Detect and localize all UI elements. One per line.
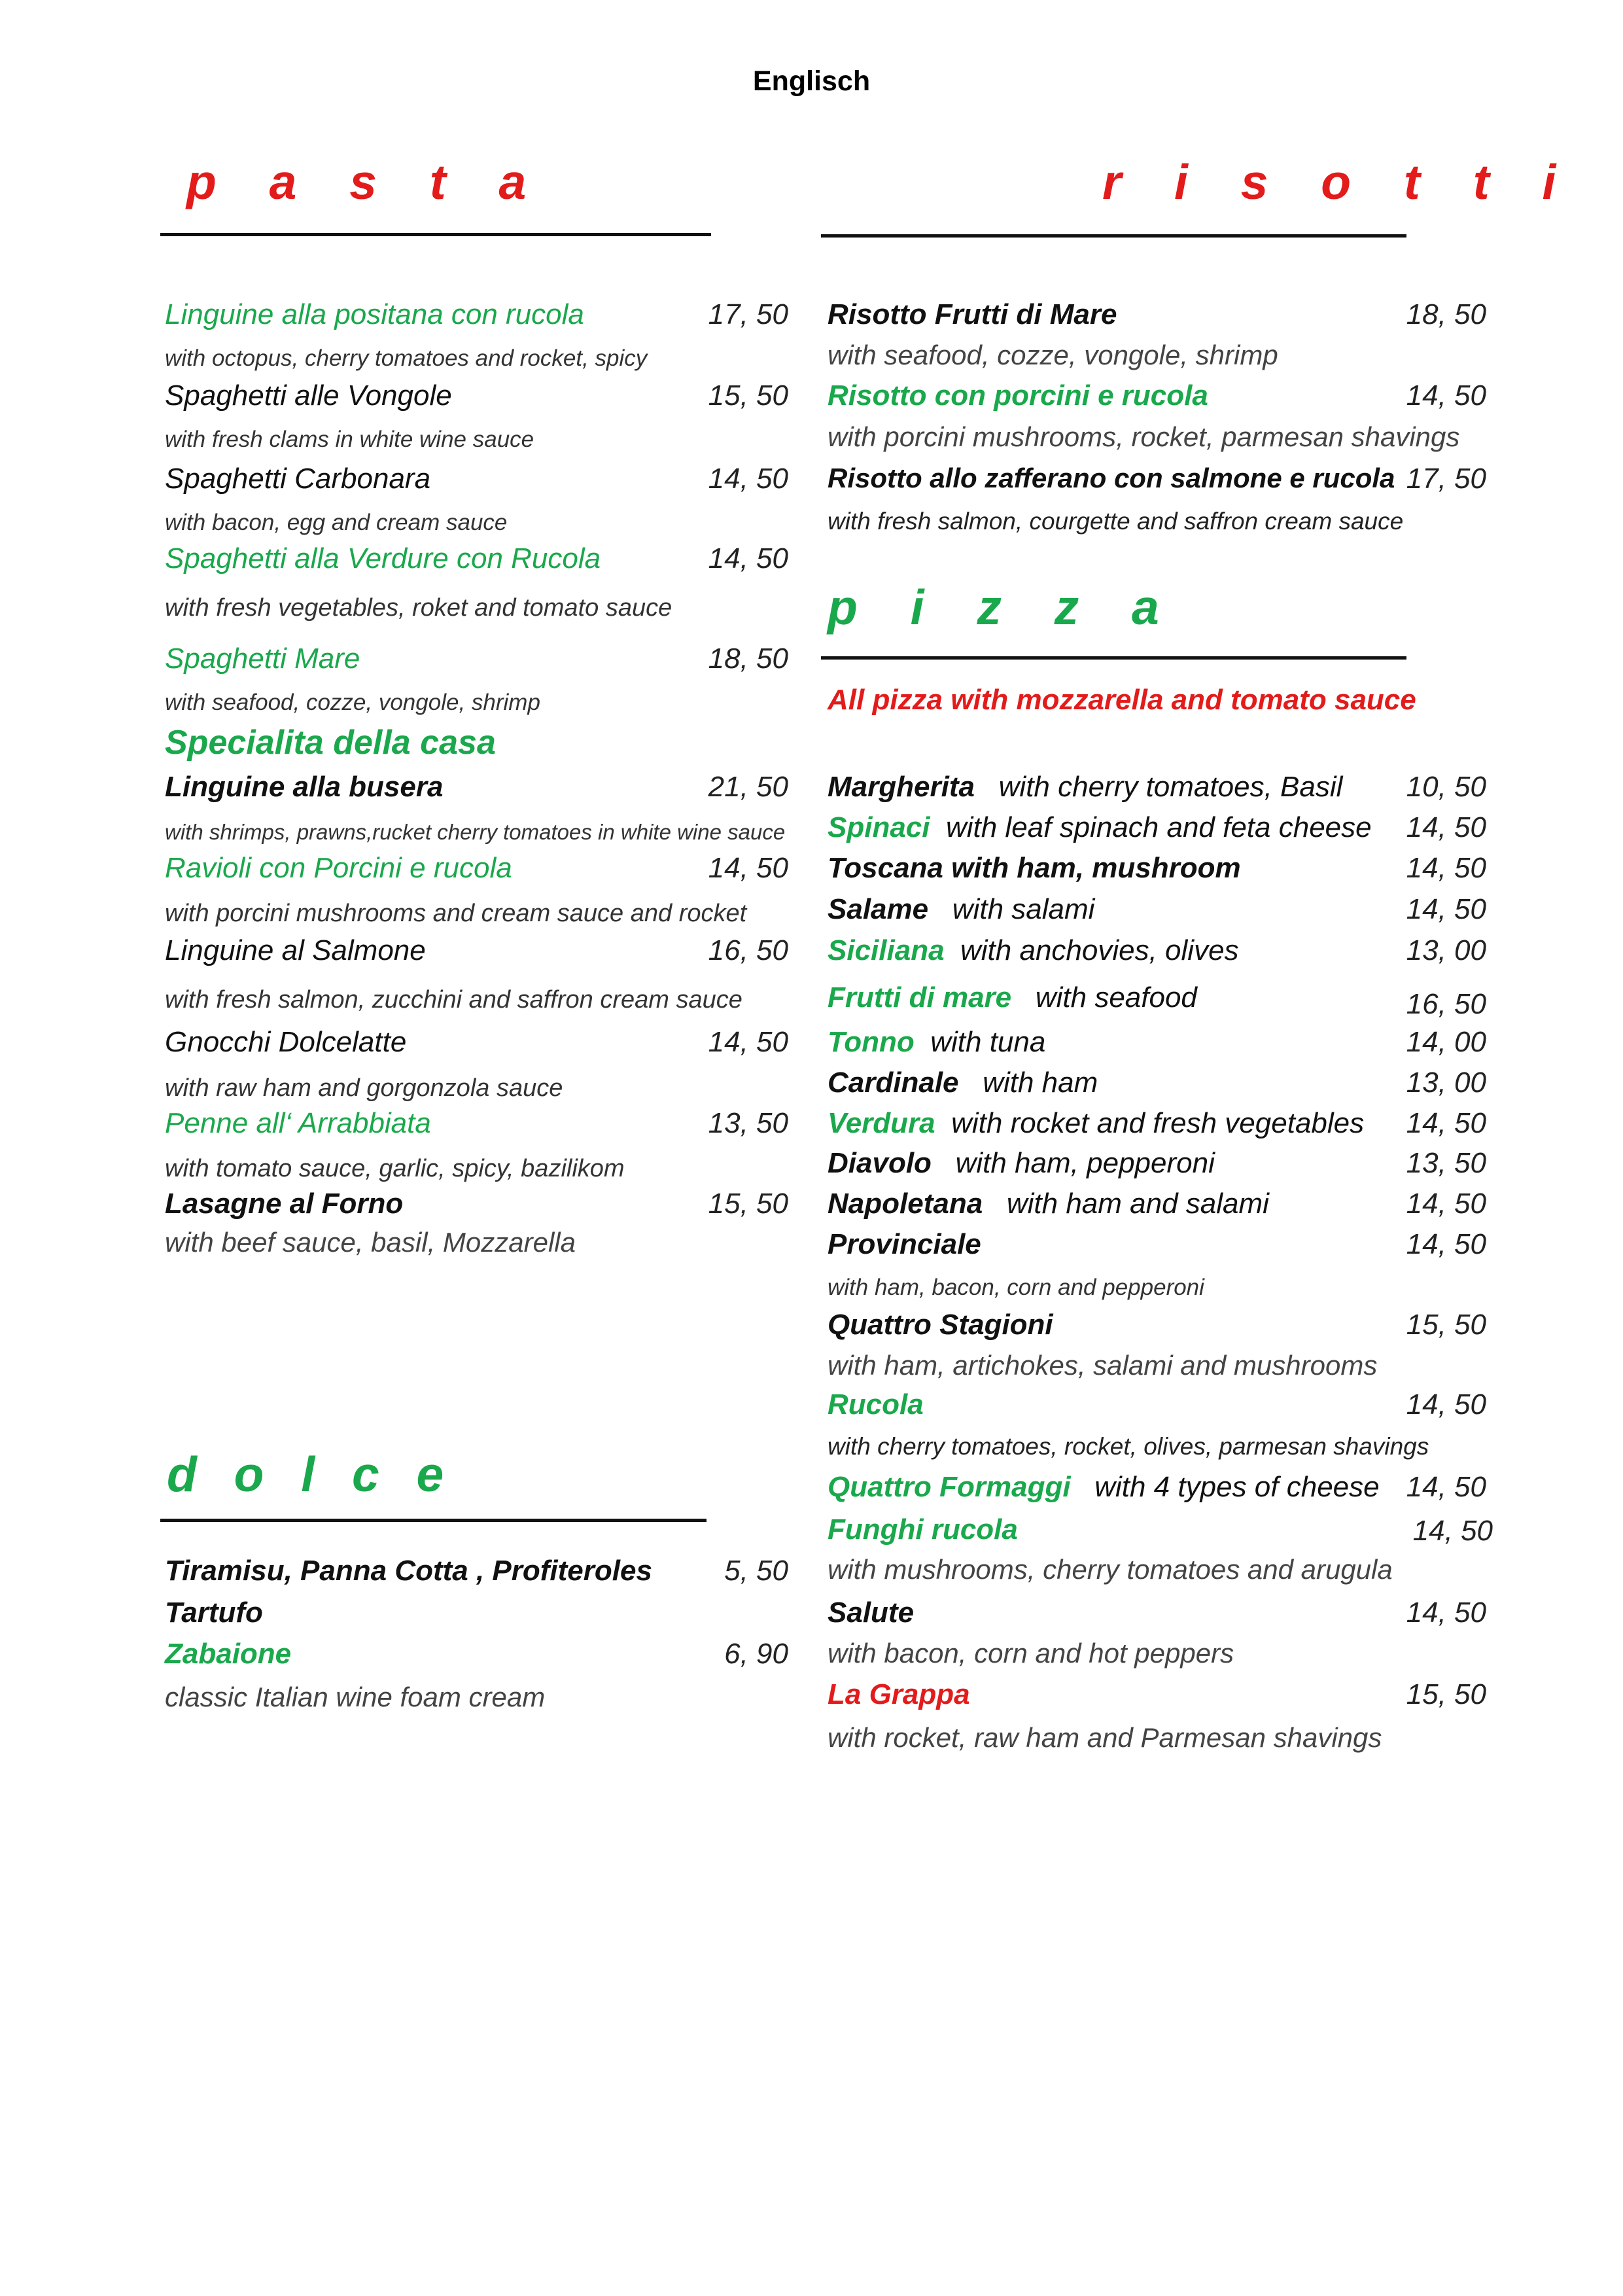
menu-item-desc: with ham, artichokes, salami and mushrooms xyxy=(828,1350,1378,1381)
specialita-heading: Specialita della casa xyxy=(165,724,496,762)
pizza-desc: with ham xyxy=(983,1067,1098,1099)
menu-item-name: Linguine alla positana con rucola xyxy=(165,298,584,330)
menu-item-name: Spaghetti alla Verdure con Rucola xyxy=(165,542,601,574)
menu-item-desc: with fresh clams in white wine sauce xyxy=(165,427,534,452)
menu-item-price: 21, 50 xyxy=(708,771,788,803)
menu-item-price: 16, 50 xyxy=(1406,988,1486,1020)
menu-item-name: Penne all‘ Arrabbiata xyxy=(165,1107,431,1139)
pizza-name: Verdura xyxy=(828,1107,935,1139)
menu-item-name: Linguine alla busera xyxy=(165,771,444,803)
menu-item-price: 14, 50 xyxy=(1406,893,1486,925)
menu-item-price: 14, 50 xyxy=(1406,1471,1486,1503)
pizza-item xyxy=(828,934,1239,967)
risotti-divider xyxy=(821,234,1406,238)
menu-item-price: 13, 50 xyxy=(708,1107,788,1139)
pizza-item xyxy=(828,771,1342,804)
pizza-name: Napoletana xyxy=(828,1188,983,1220)
pizza-desc: with leaf spinach and feta cheese xyxy=(945,811,1372,843)
pizza-name: Siciliana xyxy=(828,934,945,966)
menu-item-price: 13, 50 xyxy=(1406,1147,1486,1179)
pizza-name: Frutti di mare xyxy=(828,981,1012,1014)
menu-item-price: 14, 50 xyxy=(1406,1107,1486,1139)
pizza-item xyxy=(828,1147,1215,1180)
menu-item-price: 15, 50 xyxy=(1406,1309,1486,1341)
pizza-name: Spinaci xyxy=(828,811,930,843)
pizza-name: Tonno xyxy=(828,1026,915,1058)
menu-item-name: Risotto Frutti di Mare xyxy=(828,298,1117,330)
menu-item-name: Spaghetti Mare xyxy=(165,643,360,675)
pizza-desc: with seafood xyxy=(1035,981,1197,1014)
menu-item-price: 14, 50 xyxy=(1406,1388,1486,1421)
pizza-desc: with salami xyxy=(952,893,1095,925)
pizza-desc: with rocket and fresh vegetables xyxy=(951,1107,1365,1139)
menu-item-name: Linguine al Salmone xyxy=(165,934,426,966)
menu-item-name: Spaghetti alle Vongole xyxy=(165,380,452,412)
menu-item-price: 14, 50 xyxy=(1406,1228,1486,1260)
menu-item-price: 18, 50 xyxy=(708,643,788,675)
menu-item-name: Lasagne al Forno xyxy=(165,1188,404,1220)
pizza-desc: with ham, pepperoni xyxy=(955,1147,1215,1179)
menu-item-price: 13, 00 xyxy=(1406,1067,1486,1099)
menu-item-price: 16, 50 xyxy=(708,934,788,966)
menu-item-price: 14, 50 xyxy=(1406,1188,1486,1220)
menu-item-desc: with rocket, raw ham and Parmesan shavings xyxy=(828,1722,1382,1753)
pasta-divider xyxy=(160,233,711,236)
menu-item-desc: with bacon, corn and hot peppers xyxy=(828,1638,1234,1669)
page-title: Englisch xyxy=(752,65,871,97)
pizza-name: Provinciale xyxy=(828,1228,981,1260)
risotti-title: r i s o t t i xyxy=(1102,154,1576,209)
menu-item-price: 15, 50 xyxy=(708,1188,788,1220)
pizza-item xyxy=(828,981,1197,1014)
pizza-note: All pizza with mozzarella and tomato sauce xyxy=(828,684,1416,716)
dolce-divider xyxy=(160,1519,707,1522)
menu-item-price: 14, 50 xyxy=(1406,852,1486,884)
menu-item-price: 6, 90 xyxy=(724,1638,788,1670)
menu-item-desc: with beef sauce, basil, Mozzarella xyxy=(165,1227,576,1258)
pizza-item xyxy=(828,893,1094,926)
pizza-item xyxy=(828,1026,1045,1059)
menu-item-price: 14, 50 xyxy=(708,463,788,495)
menu-item-name: Ravioli con Porcini e rucola xyxy=(165,852,512,884)
menu-item-name: Spaghetti Carbonara xyxy=(165,463,431,495)
menu-item-price: 14, 50 xyxy=(1412,1515,1493,1547)
pizza-name: La Grappa xyxy=(828,1678,970,1710)
menu-item-name: Risotto allo zafferano con salmone e rucola xyxy=(828,463,1395,493)
menu-item-price: 13, 00 xyxy=(1406,934,1486,966)
menu-item-price: 15, 50 xyxy=(708,380,788,412)
menu-item-desc: with raw ham and gorgonzola sauce xyxy=(165,1074,563,1102)
menu-item-desc: with seafood, cozze, vongole, shrimp xyxy=(828,340,1278,370)
pizza-desc: with tuna xyxy=(930,1026,1046,1058)
pizza-item xyxy=(828,811,1372,844)
pasta-title: p a s t a xyxy=(186,154,546,209)
pizza-name: Margherita xyxy=(828,771,975,803)
pizza-name: Funghi rucola xyxy=(828,1513,1018,1545)
pizza-name: Diavolo xyxy=(828,1147,932,1179)
menu-item-price: 14, 50 xyxy=(708,542,788,574)
dolce-title: d o l c e xyxy=(167,1447,456,1502)
pizza-divider xyxy=(821,656,1406,660)
menu-item-name: Risotto con porcini e rucola xyxy=(828,380,1208,412)
menu-item-name: Tiramisu, Panna Cotta , Profiteroles xyxy=(165,1555,652,1587)
menu-item-price: 17, 50 xyxy=(1406,463,1486,495)
menu-item-desc: with ham, bacon, corn and pepperoni xyxy=(828,1275,1204,1300)
menu-item-desc: with mushrooms, cherry tomatoes and arugula xyxy=(828,1554,1393,1585)
menu-item-desc: with fresh vegetables, roket and tomato sauce xyxy=(165,594,672,622)
menu-item-desc: with octopus, cherry tomatoes and rocket, spicy xyxy=(165,345,648,371)
menu-item-desc: with fresh salmon, zucchini and saffron cream sauce xyxy=(165,986,742,1014)
menu-item-desc: with porcini mushrooms and cream sauce and rocket xyxy=(165,900,747,927)
pizza-desc: with anchovies, olives xyxy=(960,934,1239,966)
menu-item-desc: with shrimps, prawns,rucket cherry tomatoes in white wine sauce xyxy=(165,820,786,844)
pizza-item xyxy=(828,1188,1269,1220)
menu-item-price: 15, 50 xyxy=(1406,1678,1486,1710)
pizza-desc: with 4 types of cheese xyxy=(1094,1471,1380,1503)
menu-item-price: 17, 50 xyxy=(708,298,788,330)
menu-item-desc: with fresh salmon, courgette and saffron cream sauce xyxy=(828,508,1404,535)
menu-item-price: 14, 50 xyxy=(708,852,788,884)
pizza-name: Salute xyxy=(828,1597,915,1629)
menu-item-name: Zabaione xyxy=(165,1638,292,1670)
pizza-item xyxy=(828,1107,1364,1140)
menu-item-price: 18, 50 xyxy=(1406,298,1486,330)
pizza-name: Cardinale xyxy=(828,1067,959,1099)
menu-item-price: 14, 50 xyxy=(1406,811,1486,843)
pizza-desc: with cherry tomatoes, Basil xyxy=(998,771,1343,803)
menu-item-price: 14, 50 xyxy=(1406,380,1486,412)
pizza-name: Quattro Formaggi xyxy=(828,1471,1071,1503)
menu-item-desc: with tomato sauce, garlic, spicy, bazilikom xyxy=(165,1155,625,1182)
pizza-item xyxy=(828,1067,1098,1099)
menu-item-name: Gnocchi Dolcelatte xyxy=(165,1026,407,1058)
menu-item-price: 14, 50 xyxy=(1406,1597,1486,1629)
pizza-name: Toscana with ham, mushroom xyxy=(828,852,1241,884)
pizza-item xyxy=(828,1471,1380,1504)
menu-item-desc: classic Italian wine foam cream xyxy=(165,1682,546,1712)
pizza-title: p i z z a xyxy=(828,580,1179,635)
pizza-name: Quattro Stagioni xyxy=(828,1309,1053,1341)
menu-item-desc: with cherry tomatoes, rocket, olives, parmesan shavings xyxy=(828,1433,1429,1460)
menu-item-price: 10, 50 xyxy=(1406,771,1486,803)
menu-item-desc: with porcini mushrooms, rocket, parmesan shavings xyxy=(828,421,1460,452)
pizza-name: Salame xyxy=(828,893,929,925)
pizza-name: Rucola xyxy=(828,1388,924,1421)
menu-item-desc: with seafood, cozze, vongole, shrimp xyxy=(165,690,540,715)
menu-item-desc: with bacon, egg and cream sauce xyxy=(165,510,508,535)
menu-item-name: Tartufo xyxy=(165,1597,263,1629)
pizza-desc: with ham and salami xyxy=(1006,1188,1269,1220)
menu-item-price: 14, 50 xyxy=(708,1026,788,1058)
menu-item-price: 5, 50 xyxy=(724,1555,788,1587)
menu-item-price: 14, 00 xyxy=(1406,1026,1486,1058)
